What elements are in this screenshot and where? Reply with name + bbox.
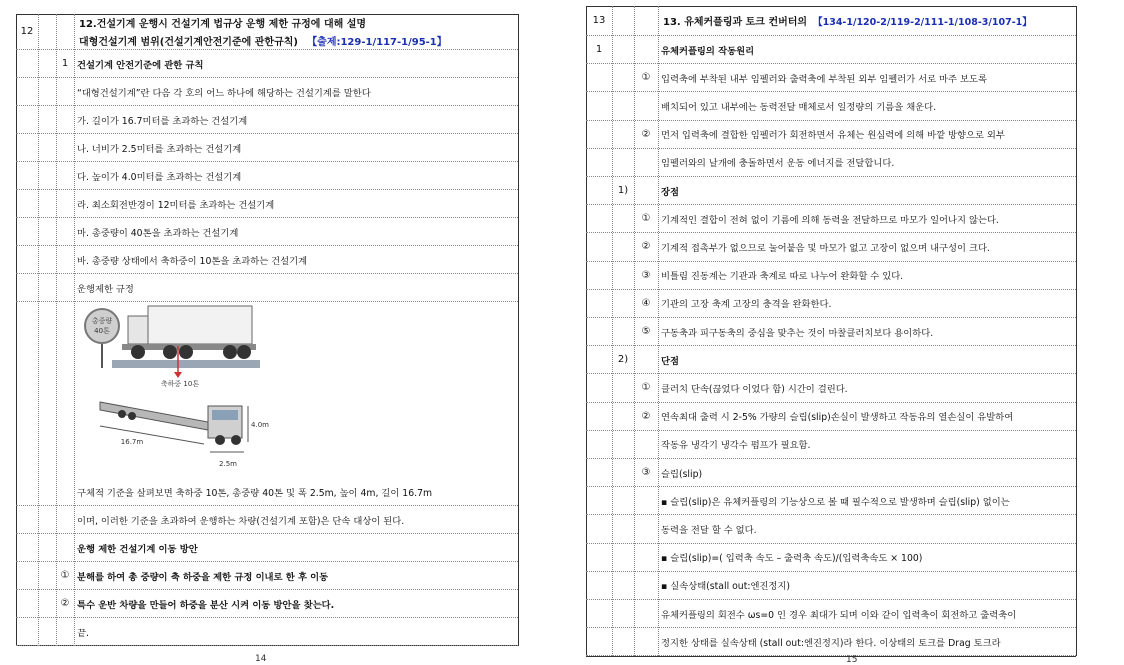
row-level-2 [612, 262, 634, 289]
exam-reference: 【134-1/120-2/119-2/111-1/108-3/107-1】 [813, 16, 1032, 28]
table-row [586, 487, 1076, 515]
row-level-1 [586, 572, 612, 599]
width-label: 2.5m [219, 460, 237, 468]
table-row [586, 92, 1076, 120]
row-text: 이며, 이러한 기준을 초과하여 운행하는 차량(건설기계 포함)은 단속 대상이 된다. [77, 515, 405, 527]
row-text: 유체커플링의 작동원리 [661, 45, 755, 57]
row-level-2 [612, 233, 634, 260]
row-text: 기계적 접촉부가 없으므로 눌어붙음 및 마모가 없고 고장이 없으며 내구성이 크다. [661, 242, 990, 254]
row-level-1 [586, 92, 612, 119]
row-level-2 [612, 205, 634, 232]
table-row [16, 618, 518, 646]
row-number: ② [60, 598, 70, 609]
table-row [16, 218, 518, 246]
row-level-2 [612, 572, 634, 599]
axle-load-label: 축하중 10톤 [160, 380, 200, 388]
row-level-2 [612, 403, 634, 430]
row-level-2 [612, 92, 634, 119]
row-level-1 [586, 628, 612, 655]
row-text: 구동축과 피구동축의 중심을 맞추는 것이 마찰클러치보다 용이하다. [661, 327, 934, 339]
section-title: 12.건설기계 운행시 건설기계 법규상 운행 제한 규정에 대해 설명 [79, 19, 367, 30]
table-row [586, 233, 1076, 261]
table-row [16, 506, 518, 534]
row-number [56, 534, 74, 561]
page-number: 15 [846, 655, 858, 665]
row-level-1 [586, 600, 612, 627]
row-text: 슬립(slip) [661, 468, 703, 480]
table-row [16, 590, 518, 618]
row-level-2 [612, 515, 634, 542]
row-level-3 [634, 431, 658, 458]
row-level-1 [586, 346, 612, 373]
table-right-border [1076, 6, 1077, 656]
row-text: 클러치 단속(끊었다 이었다 함) 시간이 걸린다. [661, 383, 848, 395]
table-row [16, 134, 518, 162]
row-level-3: ① [641, 382, 651, 394]
section-header-row [586, 6, 1076, 36]
row-text: 임펠러와의 날개에 충돌하면서 운동 에너지를 전달합니다. [661, 158, 895, 170]
row-text: ▪ 슬립(slip)=( 입력축 속도 – 출력축 속도)/(입력축속도 × 100) [661, 553, 923, 565]
section-number: 12 [20, 26, 34, 37]
row-level-1 [586, 233, 612, 260]
row-level-1: 1 [595, 44, 603, 56]
table-row [586, 64, 1076, 92]
row-level-3 [634, 36, 658, 63]
table-row [586, 515, 1076, 543]
row-level-3: ⑤ [641, 326, 651, 338]
table-row [586, 177, 1076, 205]
table-row [586, 544, 1076, 572]
row-text: 바. 총중량 상태에서 축하중이 10톤을 초과하는 건설기계 [77, 255, 308, 267]
row-number [56, 218, 74, 245]
table-row [586, 346, 1076, 374]
table-row [16, 534, 518, 562]
row-level-3 [634, 177, 658, 204]
row-text: 비틀림 진동계는 기관과 축계로 따로 나누어 완화할 수 있다. [661, 271, 904, 283]
table-row [586, 572, 1076, 600]
height-label: 4.0m [251, 421, 269, 429]
row-level-3: ② [641, 410, 651, 422]
row-number: 1 [61, 58, 69, 69]
row-number [56, 478, 74, 505]
row-text: 장점 [661, 186, 679, 198]
row-text: 끝. [77, 627, 89, 639]
table-row [586, 36, 1076, 64]
exam-reference: 【출제:129-1/117-1/95-1】 [307, 37, 447, 48]
row-level-3: ② [641, 128, 651, 140]
table-row [586, 262, 1076, 290]
row-level-3 [634, 628, 658, 655]
row-level-1 [586, 459, 612, 486]
table-row [16, 274, 518, 302]
table-row [586, 121, 1076, 149]
row-text: 나. 너비가 2.5미터를 초과하는 건설기계 [77, 143, 242, 155]
row-number [56, 78, 74, 105]
table-row [586, 431, 1076, 459]
row-level-1 [586, 121, 612, 148]
row-number [56, 246, 74, 273]
row-level-2 [612, 487, 634, 514]
row-text: 건설기계 안전기준에 관한 규칙 [77, 59, 204, 71]
row-level-1 [586, 64, 612, 91]
row-text: 먼저 입력축에 결합한 임펠러가 회전하면서 유체는 원심력에 의해 바깥 방향으로 외부 [661, 130, 1005, 142]
row-level-1 [586, 262, 612, 289]
table-right-border [518, 14, 519, 646]
row-text: 배치되어 있고 내부에는 동력전달 매체로서 일정량의 기름을 채운다. [661, 101, 937, 113]
table-row [16, 562, 518, 590]
row-level-3 [634, 346, 658, 373]
row-number [56, 190, 74, 217]
row-level-3: ③ [641, 269, 651, 281]
table-row [586, 149, 1076, 177]
section-header-row [16, 14, 518, 50]
row-level-2 [612, 36, 634, 63]
table-row [586, 403, 1076, 431]
row-level-1 [586, 290, 612, 317]
row-number [56, 274, 74, 301]
row-level-2: 2) [617, 354, 629, 366]
row-text: 연속최대 출력 시 2-5% 가량의 슬립(slip)손실이 발생하고 작동유의 열손실이 유발하여 [661, 412, 1014, 424]
row-level-3 [634, 149, 658, 176]
row-level-2 [612, 318, 634, 345]
row-level-3 [634, 92, 658, 119]
table-row [16, 246, 518, 274]
table-row [586, 459, 1076, 487]
left-page [0, 0, 560, 663]
right-page [562, 0, 1124, 663]
row-text: “대형건설기계”란 다음 각 호의 어느 하나에 해당하는 건설기계를 말한다 [77, 87, 371, 99]
table-row [16, 78, 518, 106]
row-number [56, 106, 74, 133]
row-level-2: 1) [617, 185, 629, 197]
table-row [586, 600, 1076, 628]
section-number: 13 [592, 15, 606, 26]
row-text: 특수 운반 차량을 만들어 하중을 분산 시켜 이동 방안을 찾는다. [77, 599, 335, 611]
row-level-3: ③ [641, 467, 651, 479]
row-text: 기계적인 결합이 전혀 없이 기름에 의해 동력을 전달하므로 마모가 일어나지 않는다. [661, 214, 999, 226]
row-number [56, 134, 74, 161]
row-text: 단점 [661, 355, 679, 367]
table-row [16, 50, 518, 78]
row-level-1 [586, 431, 612, 458]
table-row [16, 106, 518, 134]
row-text: 정지한 상태를 실속상태 (stall out:엔진정지)라 한다. 이상태의 토크를 Drag 토크라 [661, 637, 1001, 649]
row-level-2 [612, 121, 634, 148]
row-level-3 [634, 572, 658, 599]
row-level-3: ① [641, 213, 651, 225]
row-level-1 [586, 403, 612, 430]
section-title: 13. 유체커플링과 토크 컨버터의 [663, 17, 808, 28]
row-level-3 [634, 515, 658, 542]
row-level-2 [612, 459, 634, 486]
row-text: ▪ 실속상태(stall out:엔진정지) [661, 581, 791, 593]
row-text: 유체커플링의 회전수 ωs=0 인 경우 최대가 되며 이와 같이 입력축이 회전하고 출력축이 [661, 609, 1017, 621]
row-level-1 [586, 374, 612, 401]
row-level-2 [612, 431, 634, 458]
table-row [586, 628, 1076, 656]
table-row [586, 318, 1076, 346]
row-text: 라. 최소회전반경이 12미터를 초과하는 건설기계 [77, 199, 275, 211]
row-level-3 [634, 600, 658, 627]
row-level-2 [612, 64, 634, 91]
row-level-3 [634, 544, 658, 571]
sign-text-bottom: 40톤 [94, 327, 110, 335]
table-row [16, 190, 518, 218]
row-level-1 [586, 318, 612, 345]
row-level-3 [634, 487, 658, 514]
length-label: 16.7m [120, 438, 144, 446]
table-row [586, 205, 1076, 233]
truck-illustration [80, 302, 270, 474]
row-text: 가. 길이가 16.7미터를 초과하는 건설기계 [77, 115, 248, 127]
row-text: 운행제한 규정 [77, 283, 134, 295]
row-text: 운행 제한 건설기계 이동 방안 [77, 543, 198, 555]
table-row [586, 374, 1076, 402]
row-level-1 [586, 205, 612, 232]
row-text: 동력을 전달 할 수 없다. [661, 524, 757, 536]
section-subtitle: 대형건설기계 범위(건설기계안전기준에 관한규칙) [79, 37, 298, 48]
row-text: 다. 높이가 4.0미터를 초과하는 건설기계 [77, 171, 242, 183]
row-level-3: ① [641, 72, 651, 84]
row-level-1 [586, 177, 612, 204]
row-number: ① [60, 570, 70, 581]
row-level-3: ② [641, 241, 651, 253]
row-text: 기관의 고장 축계 고장의 충격을 완화한다. [661, 299, 832, 311]
row-level-2 [612, 374, 634, 401]
row-level-2 [612, 290, 634, 317]
row-level-2 [612, 628, 634, 655]
table-row [16, 162, 518, 190]
row-level-2 [612, 600, 634, 627]
row-text: 작동유 냉각기 냉각수 펌프가 필요함. [661, 440, 811, 452]
sign-text-top: 총중량 [91, 317, 113, 325]
table-row [586, 290, 1076, 318]
row-level-2 [612, 544, 634, 571]
row-level-1 [586, 515, 612, 542]
row-number [56, 162, 74, 189]
page-number: 14 [255, 654, 267, 664]
row-number [56, 506, 74, 533]
row-level-2 [612, 149, 634, 176]
row-text: 마. 총중량이 40톤을 초과하는 건설기계 [77, 227, 239, 239]
row-text: 구체적 기준을 살펴보면 축하중 10톤, 총중량 40톤 및 폭 2.5m, 높이 4m, 길이 16.7m [77, 487, 433, 499]
table-row [16, 478, 518, 506]
row-number [56, 618, 74, 645]
row-level-1 [586, 544, 612, 571]
row-text: 입력축에 부착된 내부 임펠러와 출력축에 부착된 외부 임펠러가 서로 마주 보도록 [661, 73, 987, 85]
row-level-1 [586, 149, 612, 176]
row-level-1 [586, 487, 612, 514]
row-level-3: ④ [641, 297, 651, 309]
row-text: ▪ 슬립(slip)은 유체커플링의 기능상으로 볼 때 필수적으로 발생하며 슬립(slip) 없이는 [661, 496, 1010, 508]
row-text: 분해를 하여 총 중량이 축 하중을 제한 규정 이내로 한 후 이동 [77, 571, 329, 583]
